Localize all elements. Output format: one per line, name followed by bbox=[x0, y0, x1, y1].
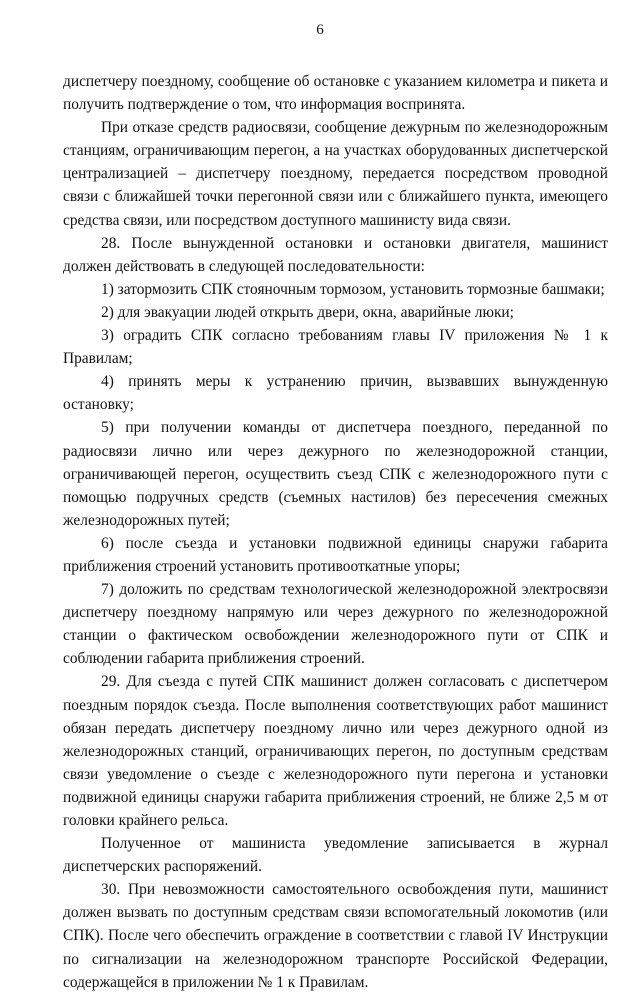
paragraph-item-28: 28. После вынужденной остановки и остановки двигателя, машинист должен действовать в следующей последовательности: bbox=[63, 234, 608, 275]
paragraph-radio-failure: При отказе средств радиосвязи, сообщение дежурным по железнодорожным станциям, ограничивающим перегон, а на участках оборудованных диспетчерской централизацией – диспетчеру поездному, передается посредством проводной связи с ближайшей точки перегонной связи или с ближайшего пункта, имеющего средства связи, или посредством доступного машинисту вида связи. bbox=[63, 119, 608, 229]
page-number: 6 bbox=[316, 22, 324, 38]
paragraph-item-29: 29. Для съезда с путей СПК машинист должен согласовать с диспетчером поездным порядок съезда. После выполнения соответствующих работ машинист обязан передать диспетчеру поездному лично или через дежурного одной из железнодорожных станций, ограничивающих перегон, по доступным средствам связи уведомление о съезде с железнодорожного пути перегона и установки подвижной единицы снаружи габарита приближения строений, не ближе 2,5 м от головки крайнего рельса. bbox=[63, 673, 608, 829]
list-item-1: 1) затормозить СПК стояночным тормозом, установить тормозные башмаки; bbox=[101, 280, 605, 298]
list-item-7: 7) доложить по средствам технологической железнодорожной электросвязи диспетчеру поездному напрямую или через дежурного по железнодорожной станции о фактическом освобождении железнодорожного пути от СПК и соблюдении габарита приближения строений. bbox=[63, 581, 608, 668]
list-item-5: 5) при получении команды от диспетчера поездного, переданной по радиосвязи лично или через дежурного по железнодорожной станции, ограничивающей перегон, осуществить съезд СПК с железнодорожного пути с помощью подручных средств (съемных настилов) без пересечения смежных железнодорожных путей; bbox=[63, 419, 608, 529]
list-item-4: 4) принять меры к устранению причин, вызвавших вынужденную остановку; bbox=[63, 373, 608, 414]
list-item-6: 6) после съезда и установки подвижной единицы снаружи габарита приближения строений установить противооткатные упоры; bbox=[63, 534, 608, 575]
paragraph-item-30: 30. При невозможности самостоятельного освобождения пути, машинист должен вызвать по доступным средствам связи вспомогательный локомотив (или СПК). После чего обеспечить ограждение в соответствии с главой IV Инструкции по сигнализации на железнодорожном транспорте Российской Федерации, содержащейся в приложении № 1 к Правилам. bbox=[63, 881, 608, 991]
list-item-3: 3) оградить СПК согласно требованиям главы IV приложения № 1 к Правилам; bbox=[63, 327, 608, 368]
list-item-2: 2) для эвакуации людей открыть двери, окна, аварийные люки; bbox=[101, 303, 514, 321]
paragraph-continuation: диспетчеру поездному, сообщение об остановке с указанием километра и пикета и получить подтверждение о том, что информация воспринята. bbox=[63, 73, 608, 114]
document-body bbox=[63, 70, 608, 994]
paragraph-notice-journal: Полученное от машиниста уведомление записывается в журнал диспетчерских распоряжений. bbox=[63, 835, 608, 876]
